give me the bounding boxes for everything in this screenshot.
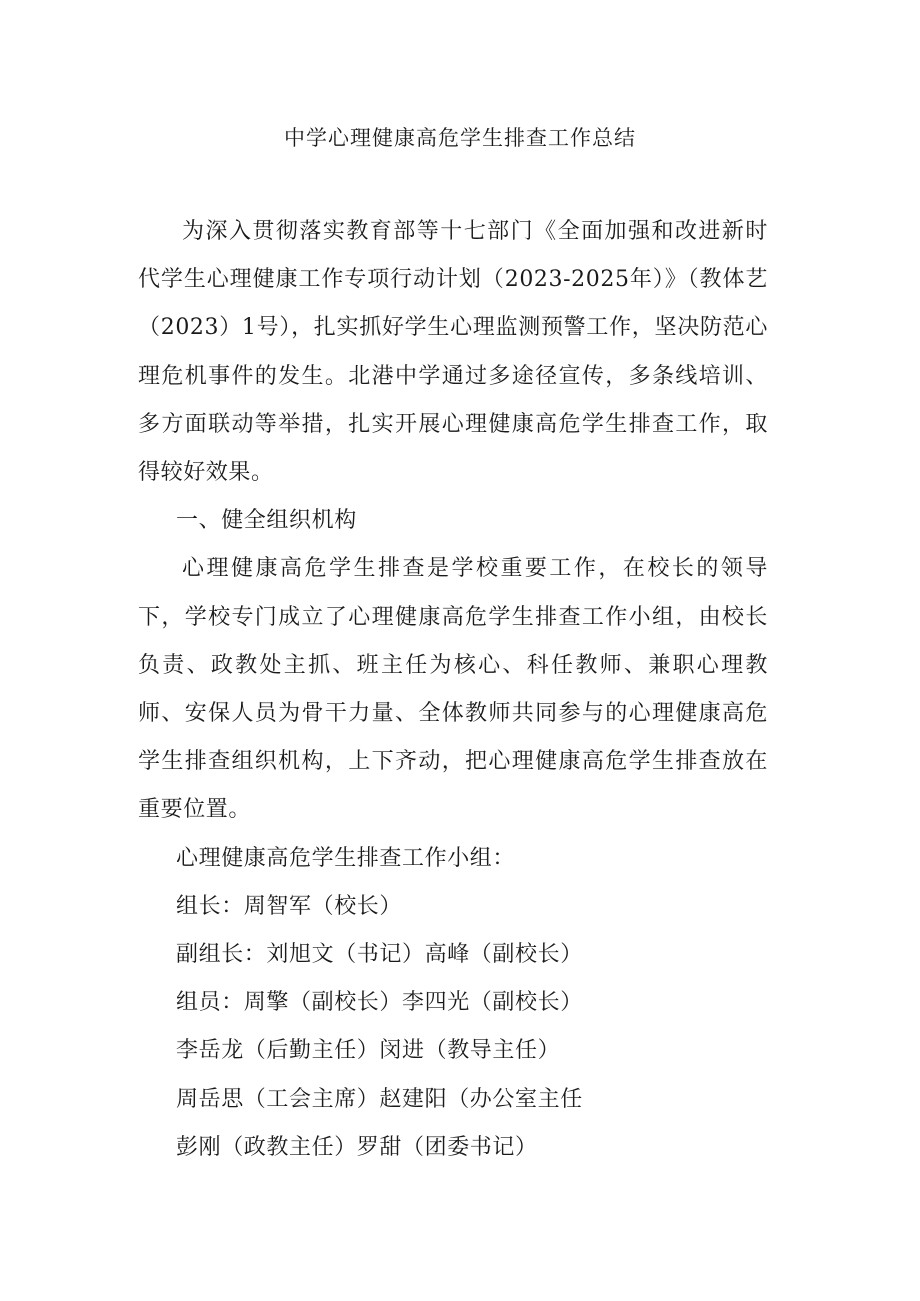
member-line-leader: 组长：周智军（校长）	[176, 893, 403, 919]
member-line: 组员：周擎（副校长）李四光（副校长）	[176, 990, 583, 1016]
member-line: 彭刚（政教主任）罗甜（团委书记）	[176, 1134, 538, 1160]
document-title: 中学心理健康高危学生排查工作总结	[284, 126, 636, 150]
section-paragraph: 心理健康高危学生排查是学校重要工作，在校长的领导下，学校专门成立了心理健康高危学生排查工作小组，由校长负责、政教处主抓、班主任为核心、科任教师、兼职心理教师、安保人员为骨干力量、全体教师共同参与的心理健康高危学生排查组织机构，上下齐动，把心理健康高危学生排查放在重要位置。	[138, 556, 768, 823]
group-title: 心理健康高危学生排查工作小组：	[176, 845, 516, 871]
section-heading: 一、健全组织机构	[176, 508, 357, 534]
member-line-deputy: 副组长：刘旭文（书记）高峰（副校长）	[176, 942, 583, 968]
member-line: 李岳龙（后勤主任）闵进（教导主任）	[176, 1038, 561, 1064]
member-line: 周岳思（工会主席）赵建阳（办公室主任	[176, 1086, 583, 1112]
document-body	[138, 208, 768, 1172]
intro-paragraph: 为深入贯彻落实教育部等十七部门《全面加强和改进新时代学生心理健康工作专项行动计划（2023-2025年）》（教体艺（2023）1号），扎实抓好学生心理监测预警工作，坚决防范心理危机事件的发生。北港中学通过多途径宣传，多条线培训、多方面联动等举措，扎实开展心理健康高危学生排查工作，取得较好效果。	[138, 219, 768, 486]
